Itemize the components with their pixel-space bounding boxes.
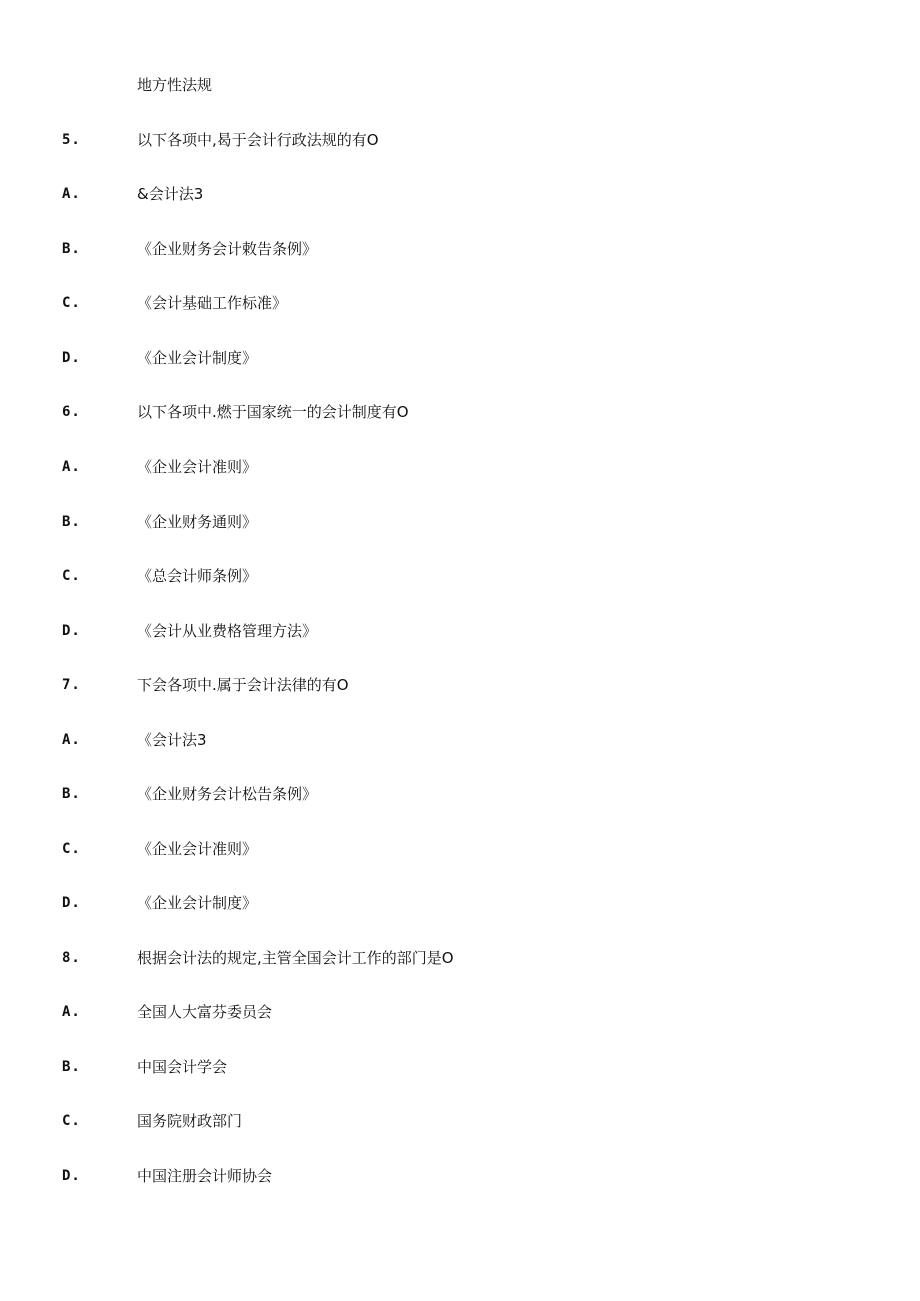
option-text: 《总会计师条例》 [137,567,258,585]
question-number: 8. [62,950,81,966]
question-line [0,128,920,152]
option-label: B. [62,241,81,257]
question-line [0,946,920,970]
option-line [0,237,920,261]
option-label: D. [62,1168,81,1184]
option-label: D. [62,895,81,911]
option-line [0,782,920,806]
option-text: &会计法3 [137,185,204,203]
option-line [0,564,920,588]
option-label: B. [62,1059,81,1075]
option-line [0,1164,920,1188]
option-line [0,455,920,479]
question-text: 以下各项中,曷于会计行政法规的有O [137,131,379,149]
option-label: C. [62,841,81,857]
option-label: B. [62,514,81,530]
option-line [0,837,920,861]
option-text: 《会计从业费格管理方法》 [137,622,318,640]
option-line [0,728,920,752]
option-text: 《会计法3 [137,731,207,749]
option-text: 《企业会计准则》 [137,840,258,858]
item-text: 地方性法规 [137,76,213,94]
option-text: 《企业会计准则》 [137,458,258,476]
option-line [0,1000,920,1024]
question-text: 根据会计法的规定,主管全国会计工作的部门是O [137,949,454,967]
option-line [0,619,920,643]
question-line [0,673,920,697]
option-line [0,182,920,206]
option-line [0,291,920,315]
question-text: 下会各项中.属于会计法律的有O [137,676,349,694]
option-label: C. [62,295,81,311]
option-text: 国务院财政部门 [137,1112,243,1130]
option-text: 《会计基础工作标准》 [137,294,288,312]
option-text: 中国注册会计师协会 [137,1167,273,1185]
option-label: B. [62,786,81,802]
option-line [0,891,920,915]
option-label: A. [62,1004,81,1020]
option-label: C. [62,568,81,584]
option-text: 《企业财务会计敕告条例》 [137,240,318,258]
option-label: D. [62,350,81,366]
text-line [0,73,920,97]
question-number: 7. [62,677,81,693]
option-line [0,510,920,534]
option-label: A. [62,732,81,748]
option-line [0,346,920,370]
option-line [0,1109,920,1133]
option-label: D. [62,623,81,639]
option-text: 《企业会计制度》 [137,894,258,912]
option-text: 《企业财务通则》 [137,513,258,531]
option-line [0,1055,920,1079]
option-text: 《企业会计制度》 [137,349,258,367]
question-number: 6. [62,404,81,420]
option-label: C. [62,1113,81,1129]
option-text: 中国会计学会 [137,1058,228,1076]
question-line [0,400,920,424]
option-text: 《企业财务会计松告条例》 [137,785,318,803]
question-number: 5. [62,132,81,148]
question-text: 以下各项中.燃于国家统一的会计制度有O [137,403,409,421]
option-text: 全国人大富芬委员会 [137,1003,273,1021]
option-label: A. [62,186,81,202]
option-label: A. [62,459,81,475]
